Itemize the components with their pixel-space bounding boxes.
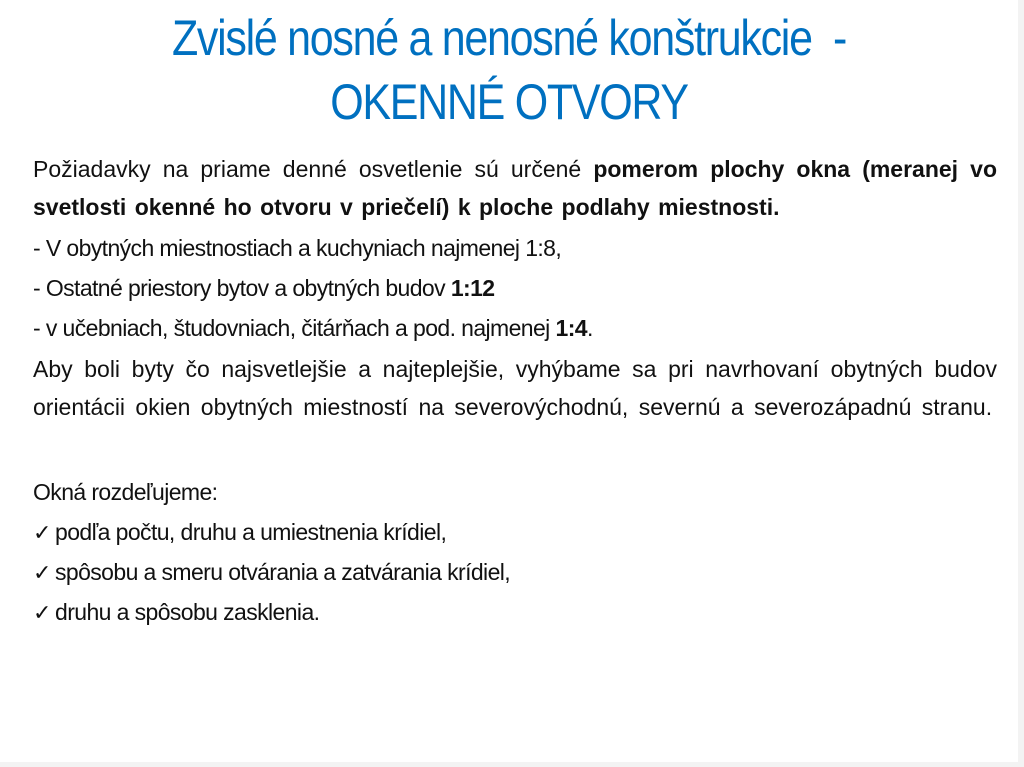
requirement-item — [33, 270, 997, 306]
division-item — [33, 554, 997, 590]
slide-title — [71, 6, 946, 134]
division-item-text: druhu a spôsobu zasklenia. — [55, 599, 320, 625]
requirement-text: - V obytných miestnostiach a kuchyniach najmenej 1:8, — [33, 235, 562, 261]
requirement-suffix: . — [586, 315, 593, 341]
check-icon: ✓ — [33, 520, 51, 545]
requirement-ratio: 1:12 — [450, 275, 495, 301]
division-item — [33, 514, 997, 550]
requirement-text: - Ostatné priestory bytov a obytných budov — [33, 275, 451, 301]
requirement-item — [33, 310, 997, 346]
title-line-2: OKENNÉ OTVORY — [330, 74, 688, 130]
division-item-text: spôsobu a smeru otvárania a zatvárania krídiel, — [55, 559, 511, 585]
division-heading: Okná rozdeľujeme: — [33, 479, 218, 505]
intro-bold-text: pomerom plochy okna (meranej vo svetlosti okenné ho otvoru v priečelí) k ploche podlahy miestnosti. — [33, 156, 998, 220]
division-item — [33, 594, 997, 630]
requirement-ratio: 1:4 — [555, 315, 587, 341]
intro-paragraph — [33, 150, 997, 226]
slide-body — [33, 150, 997, 630]
intro-text: Požiadavky na priame denné osvetlenie sú určené — [33, 156, 594, 182]
check-icon: ✓ — [33, 560, 51, 585]
division-item-text: podľa počtu, druhu a umiestnenia krídiel, — [55, 519, 447, 545]
requirement-text: - v učebniach, študovniach, čitárňach a pod. najmenej — [33, 315, 556, 341]
check-icon: ✓ — [33, 600, 51, 625]
requirement-item — [33, 230, 997, 266]
spacer — [33, 426, 997, 470]
title-line-1: Zvislé nosné a nenosné konštrukcie - — [171, 10, 847, 66]
orientation-paragraph: Aby boli byty čo najsvetlejšie a najteplejšie, vyhýbame sa pri navrhovaní obytných budov orientácii okien obytných miestností na severovýchodnú, severnú a severozápadnú stranu. — [33, 356, 997, 420]
